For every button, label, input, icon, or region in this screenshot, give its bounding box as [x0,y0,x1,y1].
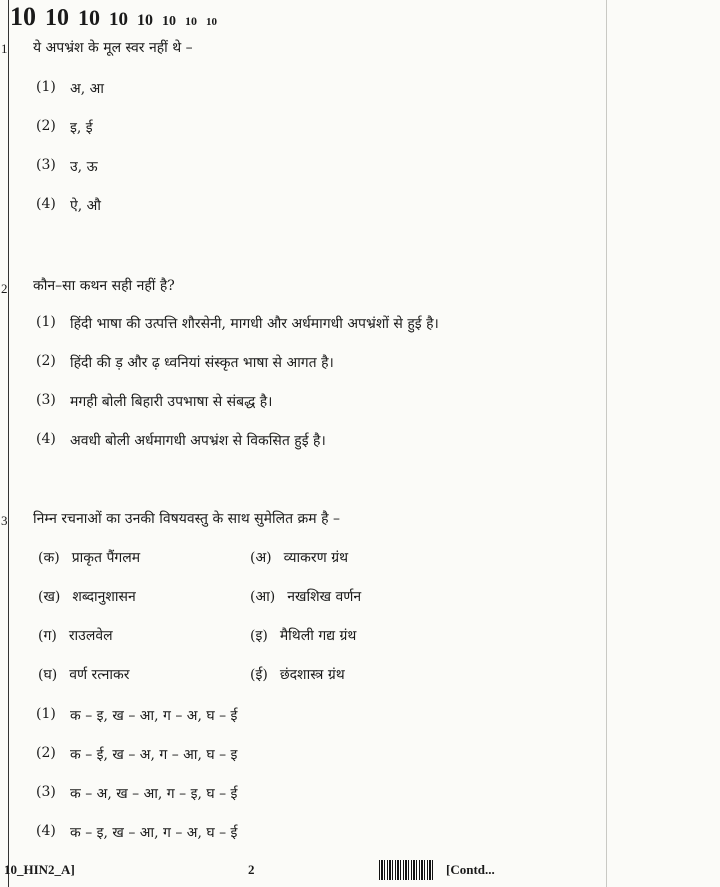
match-text: राउलवेल [68,628,113,644]
question-number: 3 [1,513,8,528]
option-label: (4) [36,823,56,839]
question-number: 2 [1,281,8,296]
option-text: मगही बोली बिहारी उपभाषा से संबद्ध है। [70,394,273,410]
match-right-item [250,665,345,684]
option [36,157,98,176]
match-label: (ग) [38,628,57,644]
option [36,314,439,333]
header-number: 10 [45,5,69,31]
option [36,706,237,725]
match-text: प्राकृत पैंगलम [71,550,141,566]
header-number: 10 [10,2,36,31]
option [36,196,101,215]
page-number: 2 [248,862,255,877]
option [36,745,237,764]
option-text: अ, आ [70,81,104,97]
match-right-item [250,548,348,567]
option-text: क – इ, ख – आ, ग – अ, घ – ई [70,708,238,724]
match-right-item [250,626,356,645]
option-text: अवधी बोली अर्धमागधी अपभ्रंश से विकसित हुई है। [70,433,326,449]
match-text: नखशिख वर्णन [287,589,362,605]
match-text: व्याकरण ग्रंथ [283,550,349,566]
match-label: (इ) [250,628,268,644]
match-text: मैथिली गद्य ग्रंथ [279,628,357,644]
option-label: (4) [36,431,56,447]
option [36,823,237,842]
header-number: 10 [109,9,128,30]
right-margin-line [606,0,607,887]
question-stem: ये अपभ्रंश के मूल स्वर नहीं थे – [33,40,193,56]
match-label: (क) [38,550,60,566]
option-label: (3) [36,784,56,800]
question-stem: निम्न रचनाओं का उनकी विषयवस्तु के साथ सुमेलित क्रम है – [33,511,341,527]
option-label: (1) [36,314,56,330]
match-label: (घ) [38,667,58,683]
option-label: (4) [36,196,56,212]
match-left-item [38,587,136,606]
option-text: हिंदी भाषा की उत्पत्ति शौरसेनी, मागधी और अर्धमागधी अपभ्रंशों से हुई है। [70,316,439,332]
match-left-item [38,665,129,684]
match-left-item [38,548,140,567]
option [36,353,334,372]
option-text: इ, ई [70,120,93,136]
option-label: (2) [36,118,56,134]
page-header-numbers [10,2,217,32]
option-text: उ, ऊ [70,159,98,175]
match-right-item [250,587,361,606]
match-label: (ख) [38,589,61,605]
barcode-icon [379,860,435,880]
question-stem: कौन–सा कथन सही नहीं है? [33,278,175,294]
option-label: (2) [36,353,56,369]
header-number: 10 [162,14,176,29]
option [36,784,237,803]
header-number: 10 [185,14,197,28]
match-left-item [38,626,113,645]
header-number: 10 [78,5,100,30]
option-label: (1) [36,79,56,95]
option-label: (3) [36,392,56,408]
option-label: (1) [36,706,56,722]
option [36,392,272,411]
match-text: शब्दानुशासन [72,589,136,605]
match-label: (अ) [250,550,272,566]
question-number: 1 [1,41,8,56]
match-text: वर्ण रत्नाकर [69,667,130,683]
option-text: हिंदी की ड़ और ढ़ ध्वनियां संस्कृत भाषा से आगत है। [70,355,334,371]
option [36,431,326,450]
option-text: क – अ, ख – आ, ग – इ, घ – ई [70,786,238,802]
left-margin-line [8,0,9,887]
option [36,118,93,137]
header-number: 10 [206,16,217,28]
option-text: क – ई, ख – अ, ग – आ, घ – इ [70,747,238,763]
option-label: (2) [36,745,56,761]
match-label: (ई) [250,667,268,683]
match-text: छंदशास्त्र ग्रंथ [279,667,345,683]
option-text: क – इ, ख – आ, ग – अ, घ – ई [70,825,238,841]
match-label: (आ) [250,589,276,605]
continued-label: [Contd... [446,862,495,877]
option-label: (3) [36,157,56,173]
option-text: ऐ, औ [70,198,101,214]
paper-code: 10_HIN2_A] [4,862,75,877]
option [36,79,104,98]
header-number: 10 [137,12,153,29]
